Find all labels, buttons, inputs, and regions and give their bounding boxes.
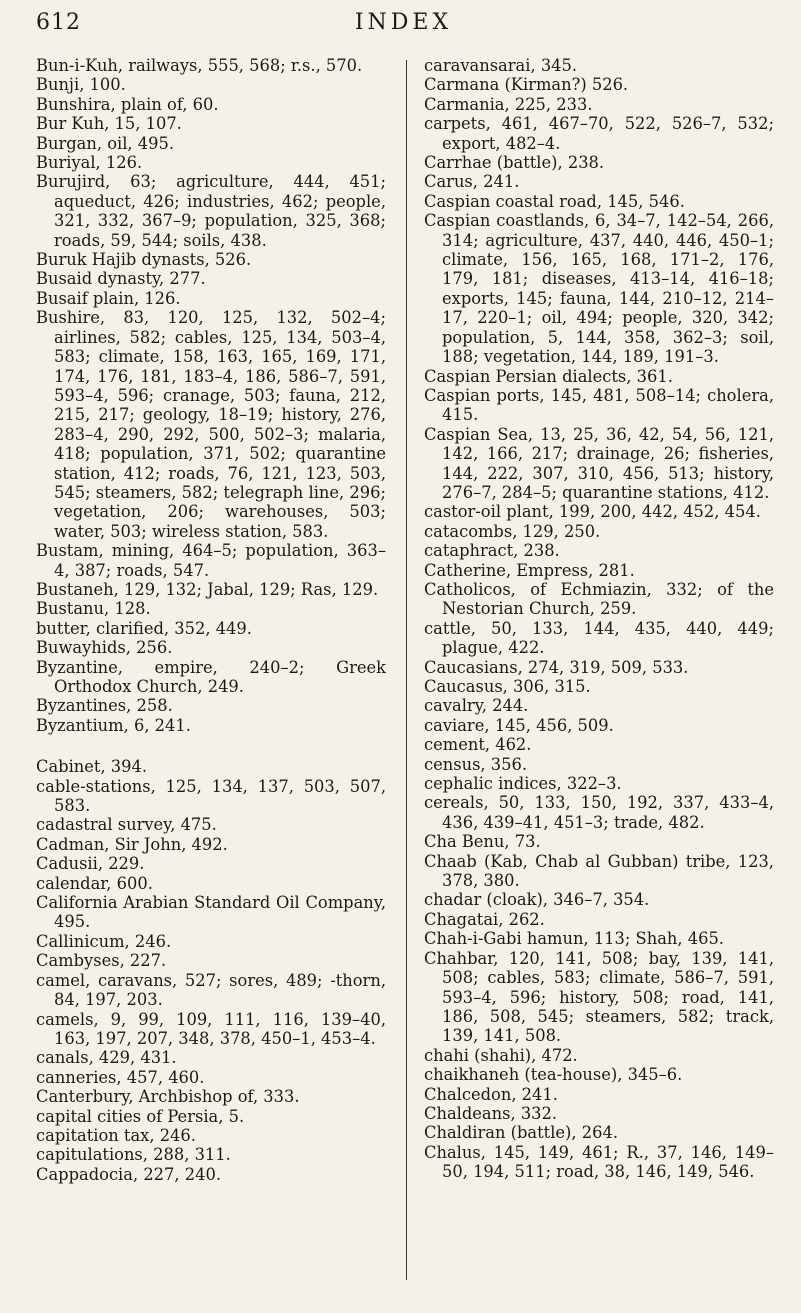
index-entry: Bustam, mining, 464–5; population, 363–4, 387; roads, 547. [36, 541, 386, 580]
index-entry: Chalcedon, 241. [424, 1084, 558, 1104]
index-entry: Byzantium, 6, 241. [36, 715, 191, 735]
index-entry: Catholicos, of Echmiazin, 332; of the Nestorian Church, 259. [424, 579, 774, 619]
index-entry: Canterbury, Archbishop of, 333. [36, 1087, 300, 1107]
index-entry: Carmana (Kirman?) 526. [424, 75, 629, 95]
index-entry: calendar, 600. [36, 873, 153, 893]
index-entry: Bustaneh, 129, 132; Jabal, 129; Ras, 129. [36, 579, 379, 599]
index-entry: chadar (cloak), 346–7, 354. [424, 890, 650, 910]
index-entry: Buriyal, 126. [36, 153, 143, 173]
index-entry: Caspian Persian dialects, 361. [424, 366, 673, 386]
index-entry: capitulations, 288, 311. [36, 1145, 231, 1165]
index-entry: Cadusii, 229. [36, 854, 145, 874]
index-entry: caravansarai, 345. [424, 56, 578, 75]
index-entry: castor-oil plant, 199, 200, 442, 452, 454. [424, 502, 761, 522]
index-entry: Chaldeans, 332. [424, 1103, 558, 1123]
index-entry: Chaab (Kab, Chab al Gubban) tribe, 123, 378, 380. [424, 851, 774, 891]
index-entry: Caspian Sea, 13, 25, 36, 42, 54, 56, 121, 142, 166, 217; drainage, 26; fisheries, 144, 222, 307, 310, 456, 513; history, 276–7, 284–5; quarantine stations, 412. [424, 424, 774, 502]
index-entry: Busaif plain, 126. [36, 288, 181, 308]
index-entry: catacombs, 129, 250. [424, 521, 601, 541]
index-entry: Bur Kuh, 15, 107. [36, 114, 182, 134]
index-entry: cable-stations, 125, 134, 137, 503, 507, 583. [36, 776, 386, 816]
index-entry: Bunji, 100. [36, 75, 126, 95]
index-entry: Bunshira, plain of, 60. [36, 94, 219, 114]
index-entry: Caucasus, 306, 315. [424, 677, 591, 696]
section-gap [36, 735, 386, 757]
index-column-right [424, 56, 774, 1296]
index-entry: Buwayhids, 256. [36, 638, 173, 658]
index-entry: Carus, 241. [424, 172, 520, 192]
index-entry: canneries, 457, 460. [36, 1067, 205, 1087]
index-entry: Carrhae (battle), 238. [424, 153, 605, 173]
index-entry: cataphract, 238. [424, 541, 560, 561]
index-entry: Callinicum, 246. [36, 931, 172, 951]
index-column-left [36, 56, 386, 1296]
index-entry: census, 356. [424, 754, 528, 774]
index-entry: Burujird, 63; agriculture, 444, 451; aqueduct, 426; industries, 462; people, 321, 332, 367–9; population, 325, 368; roads, 59, 544; soils, 438. [36, 172, 386, 250]
index-entry: cereals, 50, 133, 150, 192, 337, 433–4, 436, 439–41, 451–3; trade, 482. [424, 793, 774, 832]
index-entry: Caspian coastal road, 145, 546. [424, 191, 685, 211]
index-entry: Bustanu, 128. [36, 599, 151, 619]
index-entry: Caspian coastlands, 6, 34–7, 142–54, 266, 314; agriculture, 437, 440, 446, 450–1; climate, 156, 165, 168, 171–2, 176, 179, 181; diseases, 413–14, 416–18; exports, 145; fauna, 144, 210–12, 214–17, 220–1; oil, 494; people, 320, 342; population, 5, 144, 358, 362–3; soil, 188; vegetation, 144, 189, 191–3. [424, 211, 774, 367]
index-entry: Chahbar, 120, 141, 508; bay, 139, 141, 508; cables, 583; climate, 586–7, 591, 593–4, 596; history, 508; road, 141, 186, 508, 545; steamers, 582; track, 139, 141, 508. [424, 948, 774, 1046]
index-entry: butter, clarified, 352, 449. [36, 618, 252, 638]
index-entry: Cambyses, 227. [36, 951, 167, 971]
index-entry: Burgan, oil, 495. [36, 133, 175, 153]
index-entry: Byzantines, 258. [36, 696, 173, 716]
index-entry: Chalus, 145, 149, 461; R., 37, 146, 149–50, 194, 511; road, 38, 146, 149, 546. [424, 1142, 774, 1182]
index-entry: Chah-i-Gabi hamun, 113; Shah, 465. [424, 929, 724, 949]
index-entry: Caucasians, 274, 319, 509, 533. [424, 657, 689, 677]
column-divider [406, 60, 407, 1280]
index-entry: canals, 429, 431. [36, 1048, 177, 1068]
index-entry: Cadman, Sir John, 492. [36, 834, 228, 854]
index-entry: camel, caravans, 527; sores, 489; -thorn, 84, 197, 203. [36, 970, 386, 1010]
index-entry: Chaldiran (battle), 264. [424, 1123, 618, 1143]
index-entry: Catherine, Empress, 281. [424, 560, 635, 580]
index-entry: Buruk Hajib dynasts, 526. [36, 250, 252, 270]
running-head: INDEX [354, 10, 453, 35]
index-entry: carpets, 461, 467–70, 522, 526–7, 532; export, 482–4. [424, 114, 774, 153]
index-entry: Cha Benu, 73. [424, 832, 541, 852]
index-entry: cattle, 50, 133, 144, 435, 440, 449; plague, 422. [424, 618, 774, 658]
index-entry: cement, 462. [424, 735, 532, 755]
index-entry: chahi (shahi), 472. [424, 1045, 578, 1065]
index-entry: Busaid dynasty, 277. [36, 269, 206, 289]
index-entry: Chagatai, 262. [424, 909, 545, 929]
page-number: 612 [36, 10, 81, 35]
index-entry: cadastral survey, 475. [36, 815, 217, 835]
page-header [36, 10, 771, 44]
index-entry: chaikhaneh (tea-house), 345–6. [424, 1065, 683, 1085]
index-entry: Carmania, 225, 233. [424, 94, 593, 114]
index-entry: Bushire, 83, 120, 125, 132, 502–4; airlines, 582; cables, 125, 134, 503–4, 583; climate, 158, 163, 165, 169, 171, 174, 176, 181, 183–4, 186, 586–7, 591, 593–4, 596; cranage, 503; fauna, 212, 215, 217; geology, 18–19; history, 276, 283–4, 290, 292, 500, 502–3; malaria, 418; population, 371, 502; quarantine station, 412; roads, 76, 121, 123, 503, 545; steamers, 582; telegraph line, 296; vegetation, 206; warehouses, 503; water, 503; wireless station, 583. [36, 308, 386, 541]
index-entry: California Arabian Standard Oil Company, 495. [36, 893, 386, 932]
index-entry: capital cities of Persia, 5. [36, 1106, 245, 1126]
index-entry: Caspian ports, 145, 481, 508–14; cholera, 415. [424, 385, 774, 425]
index-entry: Byzantine, empire, 240–2; Greek Orthodox Church, 249. [36, 657, 386, 696]
index-entry: Cappadocia, 227, 240. [36, 1164, 222, 1184]
index-entry: camels, 9, 99, 109, 111, 116, 139–40, 163, 197, 207, 348, 378, 450–1, 453–4. [36, 1009, 386, 1048]
index-entry: cavalry, 244. [424, 696, 529, 716]
index-entry: Cabinet, 394. [36, 757, 148, 777]
index-entry: cephalic indices, 322–3. [424, 774, 622, 794]
index-columns [36, 56, 776, 1296]
index-entry: Bun-i-Kuh, railways, 555, 568; r.s., 570. [36, 56, 363, 75]
index-entry: capitation tax, 246. [36, 1125, 196, 1145]
index-entry: caviare, 145, 456, 509. [424, 715, 614, 735]
